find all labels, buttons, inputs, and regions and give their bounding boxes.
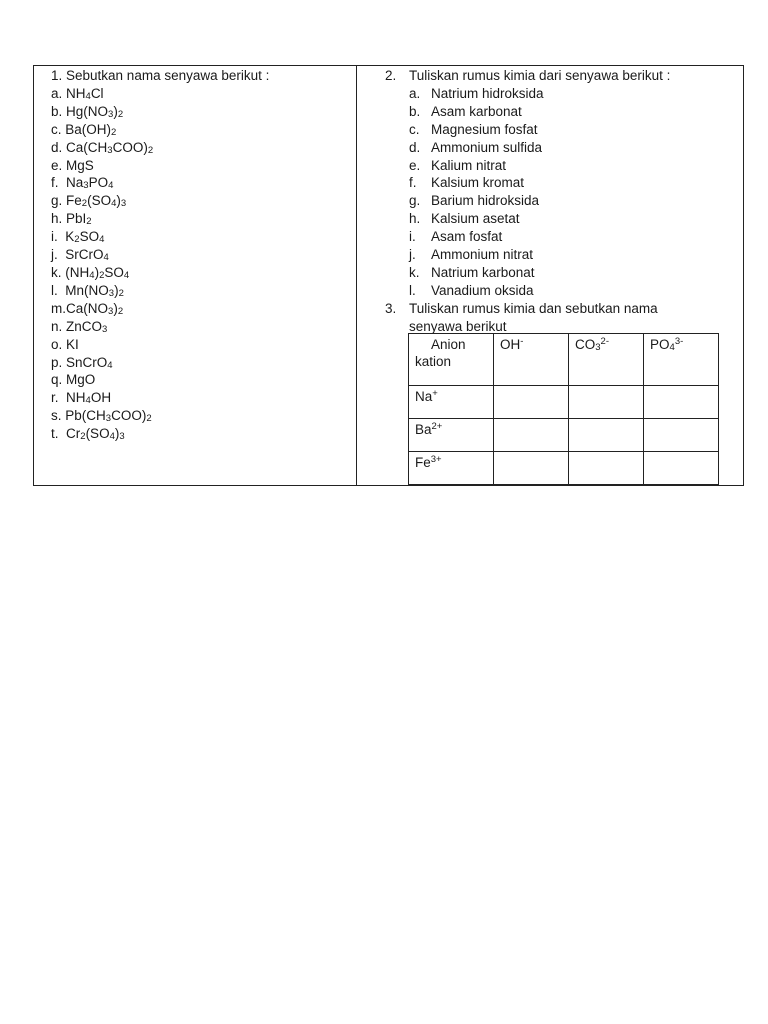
item-label: q. [51,372,67,388]
formula-item: d. $Ca(CH_3COO)_2$ [51,139,154,156]
answer-cell [569,452,644,485]
item-label: s. [51,408,66,424]
formula-item: h. PbI$_2$ [51,211,92,228]
compound-name-item: h. Kalsium asetat [409,211,520,227]
item-label: d. [51,139,67,155]
item-label: j. [51,247,66,263]
compound-name-item: g. Barium hidroksida [409,193,540,209]
answer-cell [494,419,569,452]
answer-cell [494,452,569,485]
section-2-number: 2. [385,68,397,83]
section-1-list [51,85,269,443]
compound-name-item: k. Natrium karbonat [409,264,535,280]
section-3-number: 3. [385,300,397,316]
answer-cell [644,452,719,485]
item-label: g. [51,193,67,209]
formula-item: j. SrCrO$_4$ [51,247,109,264]
formula-item: l. $Mn(NO_3)_2$ [51,282,124,299]
item-label: l. [51,282,66,298]
section-2-list [385,85,740,300]
item-label: k. [51,264,66,280]
formula-item: o. KI [51,336,79,352]
cation-row [409,419,719,452]
section-3-title: 3. Tuliskan rumus kimia dan sebutkan nama [385,300,658,316]
item-label: b. [51,103,67,119]
item-label: r. [51,390,67,406]
anion-header-cell: $PO_4^{3-}$ [644,334,719,386]
item-label: o. [51,336,67,352]
compound-name-item: l. Vanadium oksida [409,282,534,298]
anion-header-cell: OH- [494,334,569,386]
formula-item: i. $K_2SO_4$ [51,229,105,246]
formula-item: n. ZnCO$_3$ [51,318,108,335]
answer-cell [494,386,569,419]
item-label: p. [51,354,67,370]
anion-header-cell: $CO_3^{2-}$ [569,334,644,386]
cation-cell: Na+ [409,386,494,419]
formula-item: r. $NH_4OH$ [51,390,112,407]
formula-item: g. $Fe_2(SO_4)_3$ [51,193,127,210]
formula-item: a. $NH_4Cl$ [51,85,104,102]
compound-name-item: e. Kalium nitrat [409,157,507,173]
formula-item: c. $Ba(OH)_2$ [51,121,117,138]
cation-row [409,386,719,419]
corner-cell: Anion kation [409,334,494,386]
formula-item: f. $Na_3PO_4$ [51,175,114,192]
item-label: h. [51,211,67,227]
compound-name-item: i. Asam fosfat [409,229,503,245]
answer-cell [644,386,719,419]
compound-name-item: f. Kalsium kromat [409,175,525,191]
cation-cell: $Ba^{2+}$ [409,419,494,452]
ion-table [408,333,719,485]
formula-item: t. $Cr_2(SO_4)_3$ [51,426,125,443]
item-label: n. [51,318,67,334]
compound-name-item: b. Asam karbonat [409,103,522,119]
answer-cell [569,386,644,419]
formula-item: b. $Hg(NO_3)_2$ [51,103,124,120]
compound-name-item: j. Ammonium nitrat [409,247,534,263]
section-2-title: 2. Tuliskan rumus kimia dari senyawa berikut : [385,68,671,83]
formula-item: q. MgO [51,372,96,388]
section-2 [385,67,740,336]
item-label: m. [51,300,66,316]
formula-item: k. $(NH_4)_2SO_4$ [51,264,130,281]
item-label: e. [51,157,67,173]
formula-item: $m.Ca(NO_3)_2$ [51,300,124,317]
item-label: a. [51,85,67,101]
section-1 [51,67,269,443]
cation-row [409,452,719,485]
item-label: f. [51,175,67,191]
item-label: t. [51,426,67,442]
formula-item: p. SnCrO$_4$ [51,354,113,371]
item-label: i. [51,229,66,245]
answer-cell [569,419,644,452]
section-3-title-cont: senyawa berikut [409,318,507,334]
column-divider [356,66,357,485]
section-1-title: 1. Sebutkan nama senyawa berikut : [51,68,270,83]
compound-name-item: d. Ammonium sulfida [409,139,543,155]
formula-item: e. MgS [51,157,94,173]
compound-name-item: a. Natrium hidroksida [409,85,544,101]
formula-item: s. $Pb(CH_3COO)_2$ [51,408,152,425]
cation-cell: $Fe^{3+}$ [409,452,494,485]
ion-table-header-row [409,334,719,386]
worksheet-box [33,65,744,486]
answer-cell [644,419,719,452]
item-label: c. [51,121,66,137]
compound-name-item: c. Magnesium fosfat [409,121,538,137]
